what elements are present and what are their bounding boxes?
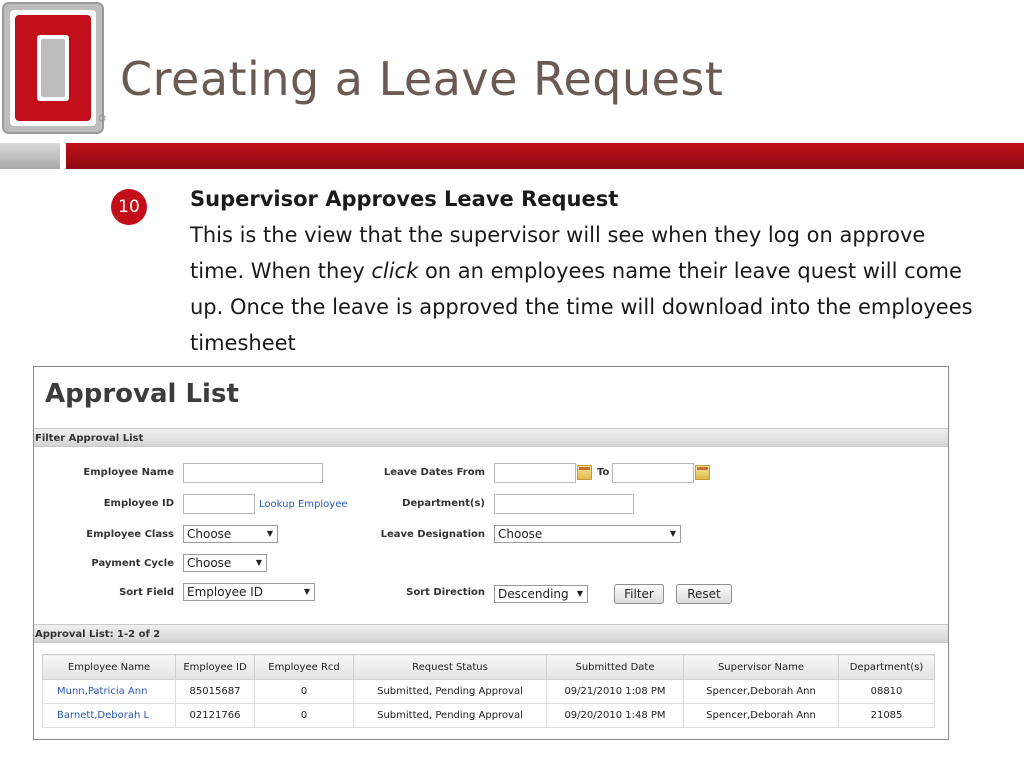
table-cell: 85015687 <box>176 680 255 704</box>
leave-dates-label: Leave Dates From <box>383 467 485 478</box>
department-label: Department(s) <box>402 498 485 509</box>
leave-designation-select[interactable] <box>494 525 681 543</box>
table-cell: 09/21/2010 1:08 PM <box>547 680 684 704</box>
column-header[interactable]: Request Status <box>354 655 547 680</box>
filter-button[interactable]: Filter <box>614 584 664 604</box>
approval-list-screenshot <box>33 366 949 740</box>
sort-field-value: Employee ID <box>187 585 264 599</box>
column-header[interactable]: Department(s) <box>839 655 935 680</box>
calendar-icon[interactable] <box>577 465 592 480</box>
department-input[interactable] <box>494 494 634 514</box>
sort-direction-select[interactable] <box>494 585 588 603</box>
decor-bar-gray <box>0 143 60 169</box>
employee-name-link[interactable]: Munn,Patricia Ann <box>43 680 176 704</box>
leave-from-input[interactable] <box>494 463 576 483</box>
to-label: To <box>597 467 610 478</box>
employee-class-label: Employee Class <box>86 529 174 540</box>
table-cell: 0 <box>255 704 354 728</box>
leave-designation-value: Choose <box>498 527 543 541</box>
column-header[interactable]: Supervisor Name <box>684 655 839 680</box>
decor-bar-red <box>66 143 1024 169</box>
employee-name-link[interactable]: Barnett,Deborah L <box>43 704 176 728</box>
table-cell: 0 <box>255 680 354 704</box>
table-row <box>43 680 935 704</box>
payment-cycle-label: Payment Cycle <box>91 558 174 569</box>
approval-list-title: Approval List <box>45 379 239 409</box>
sort-direction-value: Descending <box>498 587 569 601</box>
step-heading: Supervisor Approves Leave Request <box>190 187 619 211</box>
leave-to-input[interactable] <box>612 463 694 483</box>
step-number-badge: 10 <box>111 189 147 225</box>
filter-section-header: Filter Approval List <box>34 428 948 447</box>
column-header[interactable]: Employee Name <box>43 655 176 680</box>
leave-designation-label: Leave Designation <box>380 529 485 540</box>
reset-button[interactable]: Reset <box>676 584 732 604</box>
table-cell: Submitted, Pending Approval <box>354 680 547 704</box>
payment-cycle-select[interactable] <box>183 554 267 572</box>
sort-direction-label: Sort Direction <box>406 587 485 598</box>
table-cell: 08810 <box>839 680 935 704</box>
sort-field-label: Sort Field <box>119 587 174 598</box>
table-header-row <box>43 655 935 680</box>
calendar-icon[interactable] <box>695 465 710 480</box>
column-header[interactable]: Submitted Date <box>547 655 684 680</box>
dropdown-arrow-icon: ▼ <box>576 589 583 598</box>
lookup-employee-link[interactable]: Lookup Employee <box>259 499 348 510</box>
dropdown-arrow-icon: ▼ <box>669 529 676 538</box>
slide-title: Creating a Leave Request <box>120 52 724 106</box>
description-emphasis: click <box>371 259 419 283</box>
table-cell: Spencer,Deborah Ann <box>684 680 839 704</box>
payment-cycle-value: Choose <box>187 556 232 570</box>
slide-body <box>190 181 980 361</box>
table-cell: 09/20/2010 1:48 PM <box>547 704 684 728</box>
employee-class-select[interactable] <box>183 525 278 543</box>
description-part-1: This is the view that the supervisor will see when they log on approve time. When they <box>190 223 926 283</box>
employee-class-value: Choose <box>187 527 232 541</box>
employee-id-label: Employee ID <box>103 498 174 509</box>
approval-table <box>42 654 935 728</box>
dropdown-arrow-icon: ▼ <box>255 558 262 567</box>
table-row <box>43 704 935 728</box>
description-part-2: on an employees name their leave quest will come up. Once the leave is approved the time will download into the employees timesheet <box>190 259 973 355</box>
sort-field-select[interactable] <box>183 583 315 601</box>
step-description <box>190 217 980 361</box>
block-o-logo-icon <box>2 2 106 134</box>
table-cell: Spencer,Deborah Ann <box>684 704 839 728</box>
employee-name-label: Employee Name <box>83 467 174 478</box>
table-cell: 21085 <box>839 704 935 728</box>
approval-list-header: Approval List: 1-2 of 2 <box>34 624 948 643</box>
table-cell: Submitted, Pending Approval <box>354 704 547 728</box>
employee-id-input[interactable] <box>183 494 255 514</box>
dropdown-arrow-icon: ▼ <box>303 587 310 596</box>
employee-name-input[interactable] <box>183 463 323 483</box>
table-cell: 02121766 <box>176 704 255 728</box>
column-header[interactable]: Employee Rcd <box>255 655 354 680</box>
dropdown-arrow-icon: ▼ <box>266 529 273 538</box>
column-header[interactable]: Employee ID <box>176 655 255 680</box>
